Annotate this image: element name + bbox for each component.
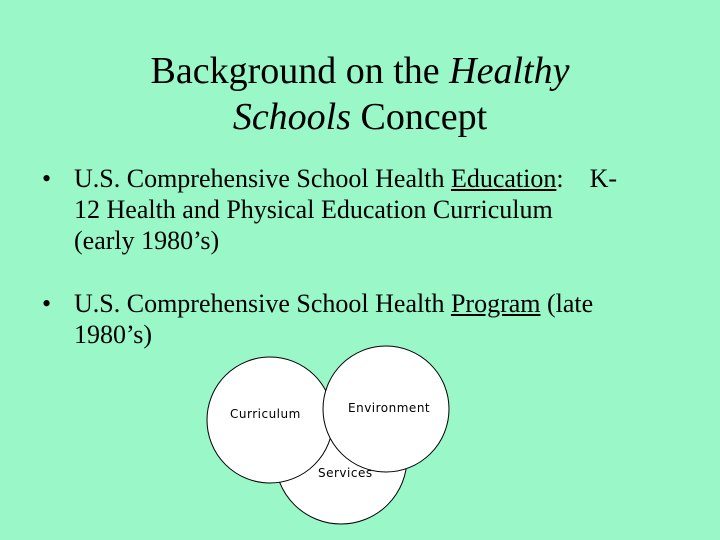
venn-label-environment: Environment: [348, 401, 431, 415]
bullet-education-line2: 12 Health and Physical Education Curriculum: [74, 195, 553, 224]
bullet-education-prefix: U.S. Comprehensive School Health: [74, 164, 451, 193]
venn-label-curriculum: Curriculum: [230, 407, 301, 421]
bullet-program-line2: 1980’s): [74, 320, 152, 349]
bullet-program-suffix: (late: [540, 289, 594, 318]
title-text-concept: Concept: [351, 96, 488, 138]
title-text-plain: Background on the: [150, 50, 450, 92]
bullet-education-k12: K-: [589, 164, 618, 193]
bullet-program-prefix: U.S. Comprehensive School Health: [74, 289, 451, 318]
bullet-education-line3: (early 1980’s): [74, 226, 220, 255]
underlined-education: Education: [450, 164, 557, 193]
underlined-program: Program: [450, 289, 541, 318]
title-text-italic-healthy: Healthy: [449, 50, 570, 92]
title-text-italic-schools: Schools: [232, 96, 352, 138]
bullet-marker: •: [42, 164, 52, 193]
venn-label-services: Services: [318, 466, 373, 480]
bullet-marker: •: [42, 289, 52, 318]
bullet-education-colon: :: [556, 164, 564, 193]
